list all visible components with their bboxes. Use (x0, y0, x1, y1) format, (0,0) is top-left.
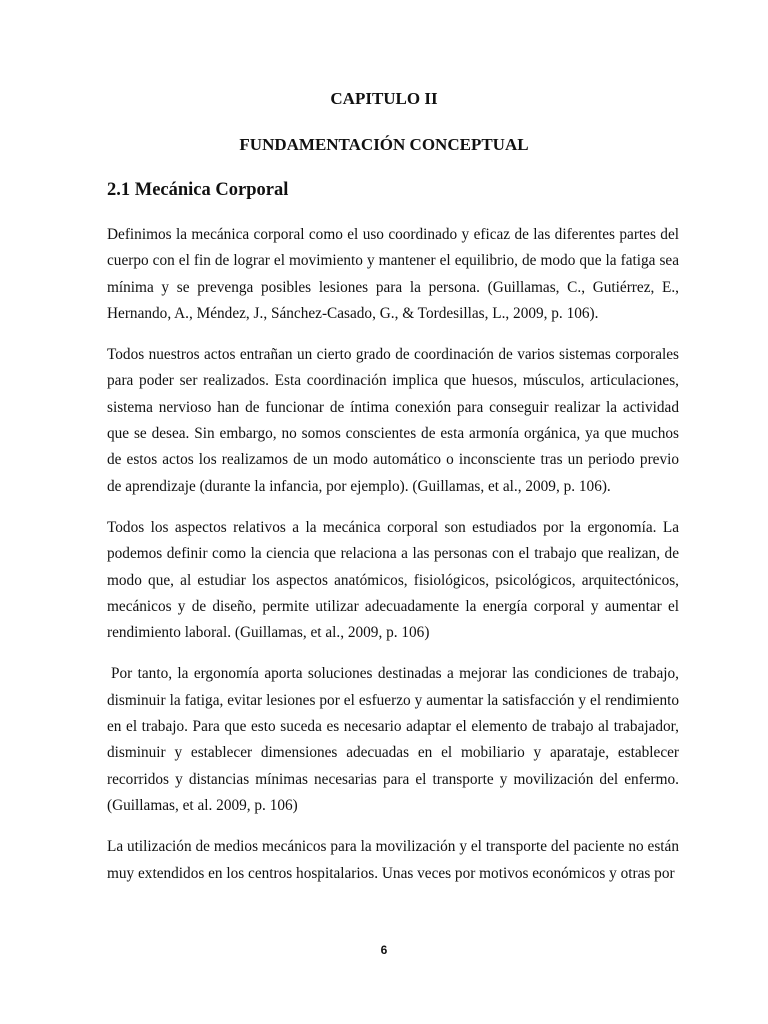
paragraph-coordination: Todos nuestros actos entrañan un cierto grado de coordinación de varios sistemas corporales para poder ser realizados. Esta coordinación implica que huesos, músculos, articulaciones, sistema nervioso han de funcionar de íntima conexión para conseguir realizar la actividad que se desea. Sin embargo, no somos conscientes de esta armonía orgánica, ya que muchos de estos actos los realizamos de un modo automático o inconsciente tras un periodo previo de aprendizaje (durante la infancia, por ejemplo). (Guillamas, et al., 2009, p. 106). (107, 346, 679, 495)
page-number: 6 (380, 943, 388, 957)
section-heading: 2.1 Mecánica Corporal (107, 180, 289, 200)
chapter-subtitle: FUNDAMENTACIÓN CONCEPTUAL (239, 135, 529, 154)
paragraph-ergonomics: Todos los aspectos relativos a la mecánica corporal son estudiados por la ergonomía. La podemos definir como la ciencia que relaciona a las personas con el trabajo que realizan, de modo que, al estudiar los aspectos anatómicos, fisiológicos, psicológicos, arquitectónicos, mecánicos y de diseño, permite utilizar adecuadamente la energía corporal y aumentar el rendimiento laboral. (Guillamas, et al., 2009, p. 106) (107, 518, 679, 642)
chapter-title: CAPITULO II (330, 89, 438, 108)
paragraph-solutions: Por tanto, la ergonomía aporta soluciones destinadas a mejorar las condiciones de trabajo, disminuir la fatiga, evitar lesiones por el esfuerzo y aumentar la satisfacción y el rendimiento en el trabajo. Para que esto suceda es necesario adaptar el elemento de trabajo al trabajador, disminuir y establecer dimensiones adecuadas en el mobiliario y aparataje, establecer recorridos y distancias mínimas necesarias para el transporte y movilización del enfermo. (Guillamas, et al. 2009, p. 106) (107, 665, 679, 814)
paragraph-definition: Definimos la mecánica corporal como el uso coordinado y eficaz de las diferentes partes del cuerpo con el fin de lograr el movimiento y mantener el equilibrio, de modo que la fatiga sea mínima y se prevenga posibles lesiones para la persona. (Guillamas, C., Gutiérrez, E., Hernando, A., Méndez, J., Sánchez-Casado, G., & Tordesillas, L., 2009, p. 106). (107, 226, 679, 322)
body-text (107, 222, 679, 902)
paragraph-mechanical-means: La utilización de medios mecánicos para la movilización y el transporte del paciente no están muy extendidos en los centros hospitalarios. Unas veces por motivos económicos y otras por (107, 838, 679, 882)
